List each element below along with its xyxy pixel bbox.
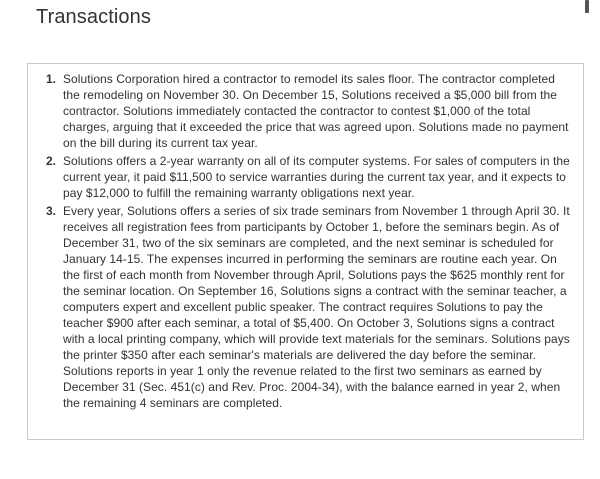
transaction-item-3 [28, 203, 583, 411]
scrollbar-thumb[interactable] [585, 0, 589, 13]
transaction-number: 3. [45, 204, 56, 218]
transactions-panel [27, 63, 584, 440]
transaction-number: 2. [45, 154, 56, 168]
transaction-number: 1. [45, 72, 56, 86]
transaction-item-2 [28, 153, 583, 201]
transaction-text: Solutions offers a 2-year warranty on all of its computer systems. For sales of computers in the current year, it paid $11,500 to service warranties during the current tax year, and it expects to pay $12,000 to fulfill the remaining warranty obligations next year. [63, 154, 570, 200]
transaction-text: Every year, Solutions offers a series of six trade seminars from November 1 through April 30. It receives all registration fees from participants by October 1, before the seminars begin. As of December 31, two of the six seminars are completed, and the next seminar is scheduled for January 14-15. The expenses incurred in performing the seminars are routine each year. On the first of each month from November through April, Solutions pays the $625 monthly rent for the seminar location. On September 16, Solutions signs a contract with the seminar teacher, a computers expert and excellent public speaker. The contract requires Solutions to pay the teacher $900 after each seminar, a total of $5,400. On October 3, Solutions signs a contract with a local printing company, which will provide text materials for the seminars. Solutions pays the printer $350 after each seminar's materials are delivered the day before the seminar. Solutions reports in year 1 only the revenue related to the first two seminars as earned by December 31 (Sec. 451(c) and Rev. Proc. 2004-34), with the balance earned in year 2, when the remaining 4 seminars are completed. [63, 204, 570, 410]
transactions-list [28, 71, 583, 413]
transaction-text: Solutions Corporation hired a contractor to remodel its sales floor. The contractor completed the remodeling on November 30. On December 15, Solutions received a $5,000 bill from the contractor. Solutions immediately contacted the contractor to contest $1,000 of the total charges, arguing that it exceeded the price that was agreed upon. Solutions made no payment on the bill during its current tax year. [63, 72, 569, 150]
page-title: Transactions [36, 6, 151, 28]
transaction-item-1 [28, 71, 583, 151]
